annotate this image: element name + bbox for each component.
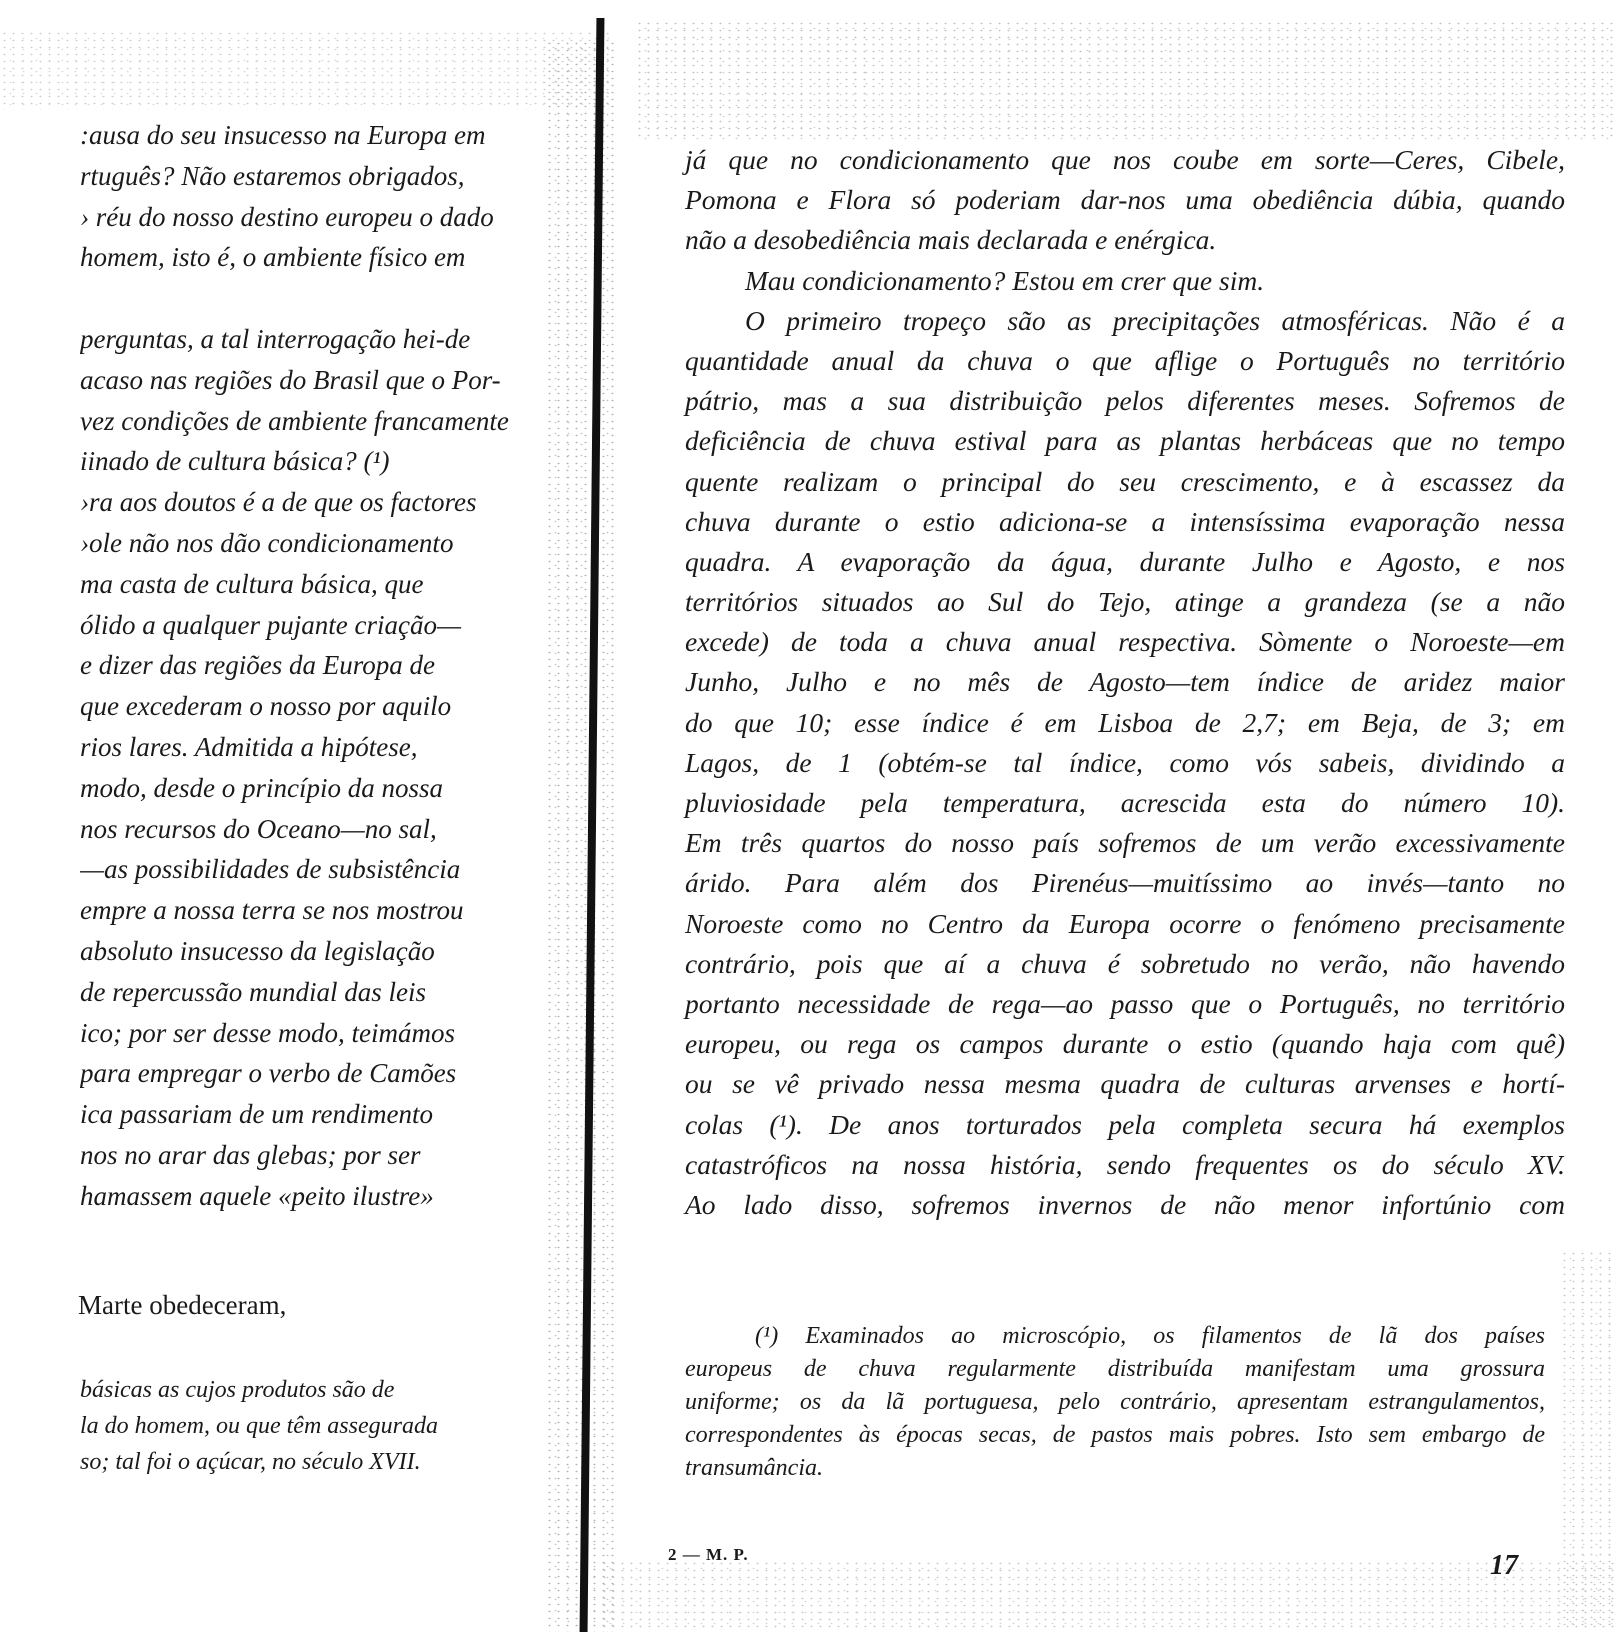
right-text-line: quantidade anual da chuva o que aflige o Português no território [685,344,1565,376]
right-text-line: Em três quartos do nosso país sofremos de um verão excessivamente [685,827,1565,859]
right-text-line: Ao lado disso, sofremos invernos de não menor infortúnio com [685,1188,1565,1220]
left-text-line: › réu do nosso destino europeu o dado [80,201,494,232]
right-text-line: quadra. A evaporação da água, durante Julho e Agosto, e nos [685,545,1565,577]
right-footnote-line: correspondentes às épocas secas, de pastos mais pobres. Isto sem embargo de [685,1422,1545,1448]
left-text-line: nos recursos do Oceano—no sal, [80,813,437,844]
right-text-line: O primeiro tropeço são as precipitações atmosféricas. Não é a [745,304,1565,336]
left-text-line: rtuguês? Não estaremos obrigados, [80,160,465,191]
right-page-body [685,140,1565,1225]
left-text-line: acaso nas regiões do Brasil que o Por- [80,364,501,395]
left-text-line: perguntas, a tal interrogação hei-de [80,323,471,354]
left-text-line: —as possibilidades de subsistência [80,854,461,885]
right-footnote-line: europeus de chuva regularmente distribuída manifestam uma grossura [685,1356,1545,1382]
right-text-line: Pomona e Flora só poderiam dar-nos uma obediência dúbia, quando [685,184,1565,216]
left-footnote-line: la do homem, ou que têm assegurada [80,1413,438,1439]
scan-noise-bottom [600,1560,1616,1632]
left-text-line: ›ole não nos dão condicionamento [80,527,454,558]
right-text-line: pluviosidade pela temperatura, acrescida esta do número 10). [685,787,1565,818]
left-text-line: ico; por ser desse modo, teimámos [80,1017,455,1048]
left-text-line: para empregar o verbo de Camões [80,1058,457,1089]
left-page-footnote [80,1372,540,1480]
right-text-line: excede) de toda a chuva anual respectiva. Sòmente o Noroeste—em [685,626,1565,658]
right-text-line: contrário, pois que aí a chuva é sobretudo no verão, não havendo [685,947,1565,979]
left-text-line: empre a nossa terra se nos mostrou [80,895,464,926]
left-footnote-line: so; tal foi o açúcar, no século XVII. [80,1449,421,1475]
right-text-line: quente realizam o principal do seu crescimento, e à escassez da [685,465,1565,497]
right-footnote-line: uniforme; os da lã portuguesa, pelo contrário, apresentam estrangulamentos, [685,1389,1545,1415]
right-footnote-line: transumância. [685,1455,823,1481]
left-text-line: hamassem aquele «peito ilustre» [80,1180,434,1211]
right-text-line: catastróficos na nossa história, sendo frequentes os do século XV. [685,1148,1565,1180]
left-text-line-gap [80,278,540,319]
scan-noise-top-left [0,30,610,110]
right-text-line: deficiência de chuva estival para as plantas herbáceas que no tempo [685,425,1565,457]
right-text-line: chuva durante o estio adiciona-se a intensíssima evaporação nessa [685,505,1565,537]
page-number: 17 [1490,1550,1518,1581]
right-text-line: colas (¹). De anos torturados pela completa secura há exemplos [685,1108,1565,1140]
left-text-line: :ausa do seu insucesso na Europa em [80,120,486,150]
scan-noise-right-edge [1560,1250,1616,1630]
left-text-line: que excederam o nosso por aquilo [80,691,452,722]
left-text-line: de repercussão mundial das leis [80,976,426,1007]
left-text-line: iinado de cultura básica? (¹) [80,446,390,477]
left-page-body [80,115,540,1217]
right-footnote-line: (¹) Examinados ao microscópio, os filamentos de lã dos países [755,1323,1545,1349]
right-text-line: europeu, ou rega os campos durante o estio (quando haja com quê) [685,1028,1565,1060]
left-text-line: e dizer das regiões da Europa de [80,650,435,681]
left-text-line: ma casta de cultura básica, que [80,568,424,599]
right-text-line: Lagos, de 1 (obtém-se tal índice, como vós sabeis, dividindo a [685,746,1565,778]
right-text-line: Junho, Julho e no mês de Agosto—tem índice de aridez maior [685,666,1565,698]
left-text-line: homem, isto é, o ambiente físico em [80,242,466,273]
left-text-line: nos no arar das glebas; por ser [80,1139,421,1170]
scan-noise-top-right [635,20,1616,140]
left-text-line: ›ra aos doutos é a de que os factores [80,487,477,518]
left-text-line: ólido a qualquer pujante criação— [80,609,461,640]
right-text-line: árido. Para além dos Pirenéus—muitíssimo ao invés—tanto no [685,867,1565,899]
left-text-line: rios lares. Admitida a hipótese, [80,731,418,762]
left-text-line: vez condições de ambiente francamente [80,405,509,436]
right-text-line: territórios situados ao Sul do Tejo, atinge a grandeza (se a não [685,586,1565,618]
right-text-line: ou se vê privado nessa mesma quadra de culturas arvenses e hortí- [685,1068,1565,1100]
left-footnote-line: básicas as cujos produtos são de [80,1377,395,1403]
right-text-line: não a desobediência mais declarada e enérgica. [685,224,1217,256]
right-text-line: Mau condicionamento? Estou em crer que sim. [745,264,1265,296]
scan-noise-gutter [545,40,615,1632]
left-text-line: ica passariam de um rendimento [80,1099,433,1130]
right-text-line: do que 10; esse índice é em Lisboa de 2,7; em Beja, de 3; em [685,706,1565,738]
left-page-verse-line: Marte obedeceram, [78,1290,287,1320]
left-text-line: modo, desde o princípio da nossa [80,772,443,803]
right-text-line: Noroeste como no Centro da Europa ocorre o fenómeno precisamente [685,907,1565,939]
right-text-line: já que no condicionamento que nos coube em sorte—Ceres, Cibele, [685,144,1565,175]
right-text-line: pátrio, mas a sua distribuição pelos diferentes meses. Sofremos de [685,385,1565,417]
signature-mark: 2 — M. P. [668,1545,749,1564]
right-text-line: portanto necessidade de rega—ao passo que o Português, no território [685,987,1565,1019]
right-page-footnote [685,1320,1545,1485]
left-text-line: absoluto insucesso da legislação [80,935,435,966]
